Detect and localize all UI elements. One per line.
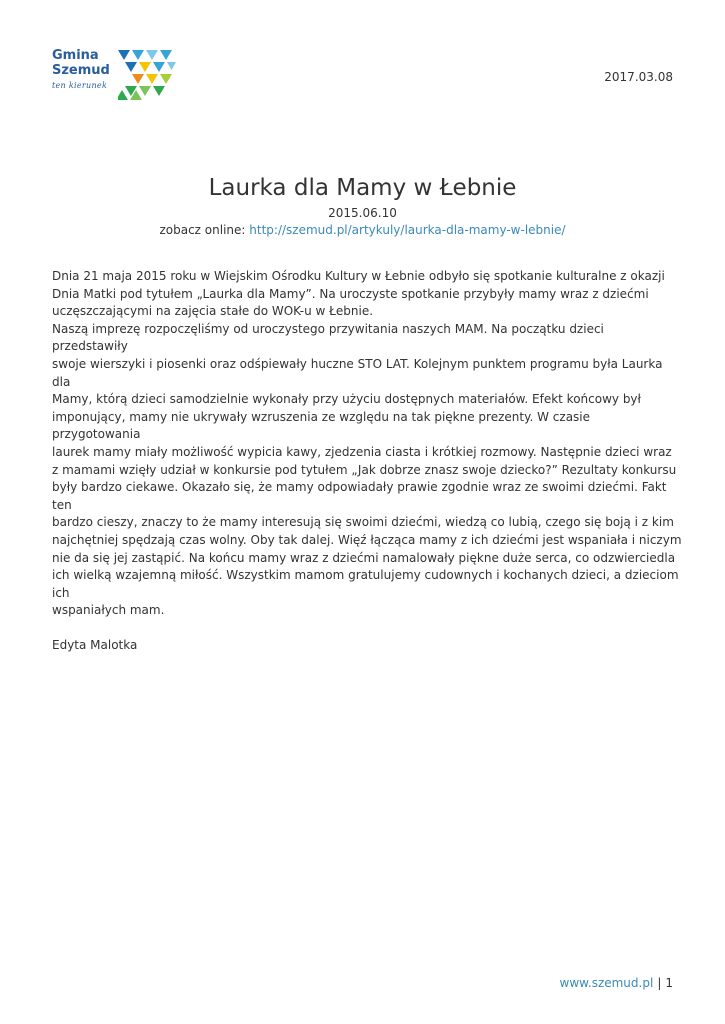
logo-line-1: Gmina [52, 48, 99, 63]
footer-site-link[interactable]: www.szemud.pl [559, 976, 654, 990]
site-logo[interactable] [52, 48, 182, 106]
body-line: swoje wierszyki i piosenki oraz odśpiewały huczne STO LAT. Kolejnym punktem programu była Laurka dla [52, 356, 663, 389]
body-line: uczęszczającymi na zajęcia stałe do WOK-u w Łebnie. [52, 304, 374, 319]
body-line: wspaniałych mam. [52, 603, 165, 618]
logo-text [52, 48, 122, 92]
print-date: 2017.03.08 [604, 70, 673, 84]
body-line: ich [52, 585, 70, 600]
article-date: 2015.06.10 [328, 206, 397, 220]
body-line: Mamy, którą dzieci samodzielnie wykonały przy użyciu dostępnych materiałów. Efekt końcowy był [52, 392, 641, 407]
body-line: były bardzo ciekawe. Okazało się, że mamy odpowiadały prawie zgodnie wraz ze swoimi dziećmi. Fakt ten [52, 480, 667, 512]
body-line: laurek mamy miały możliwość wypicia kawy, zjedzenia ciasta i krótkiej rozmowy. Następnie dzieci wraz [52, 444, 672, 459]
body-line: nie da się jej zastąpić. Na końcu mamy wraz z dziećmi namalowały piękne duże serca, co odzwierciedla [52, 550, 676, 565]
body-line: Dnia 21 maja 2015 roku w Wiejskim Ośrodku Kultury w Łebnie odbyło się spotkanie kulturalne z okazji [52, 269, 665, 283]
body-line: Dnia Matki pod tytułem „Laurka dla Mamy”. Na uroczyste spotkanie przybyły mamy wraz z dziećmi [52, 286, 649, 301]
paragraph-gap [52, 620, 682, 638]
article-title: Laurka dla Mamy w Łebnie [208, 175, 517, 201]
body-line: bardzo cieszy, znaczy to że mamy interesują się swoimi dziećmi, wiedzą co lubią, czego się boją i z kim [52, 515, 674, 530]
logo-tagline: ten kierunek [52, 81, 108, 90]
body-line: ich wielką wzajemną miłość. Wszystkim mamom gratulujemy cudownych i kochanych dzieci, a dzieciom [52, 568, 679, 583]
body-line: z mamami wzięły udział w konkursie pod tytułem „Jak dobrze znasz swoje dziecko?” Rezultaty konkursu [52, 462, 677, 477]
article-author: Edyta Malotka [52, 638, 138, 653]
footer-separator: | [657, 976, 662, 990]
article-body [52, 268, 682, 655]
view-online-label: zobacz online: [159, 223, 246, 237]
page-footer [560, 976, 673, 990]
article-link[interactable]: http://szemud.pl/artykuly/laurka-dla-mamy-w-lebnie/ [249, 223, 566, 237]
logo-line-2: Szemud [52, 63, 110, 78]
view-online [0, 222, 725, 238]
body-line: imponujący, mamy nie ukrywały wzruszenia ze względu na tak piękne prezenty. W czasie przygotowania [52, 409, 591, 442]
body-line: najchętniej spędzają czas wolny. Oby tak dalej. Więź łącząca mamy z ich dziećmi jest wspaniała i niczym [52, 532, 682, 547]
logo-triangles-icon [118, 50, 176, 102]
body-line: Naszą imprezę rozpoczęliśmy od uroczystego przywitania naszych MAM. Na początku dzieci przedstawiły [52, 321, 604, 354]
page-number: 1 [665, 976, 673, 990]
